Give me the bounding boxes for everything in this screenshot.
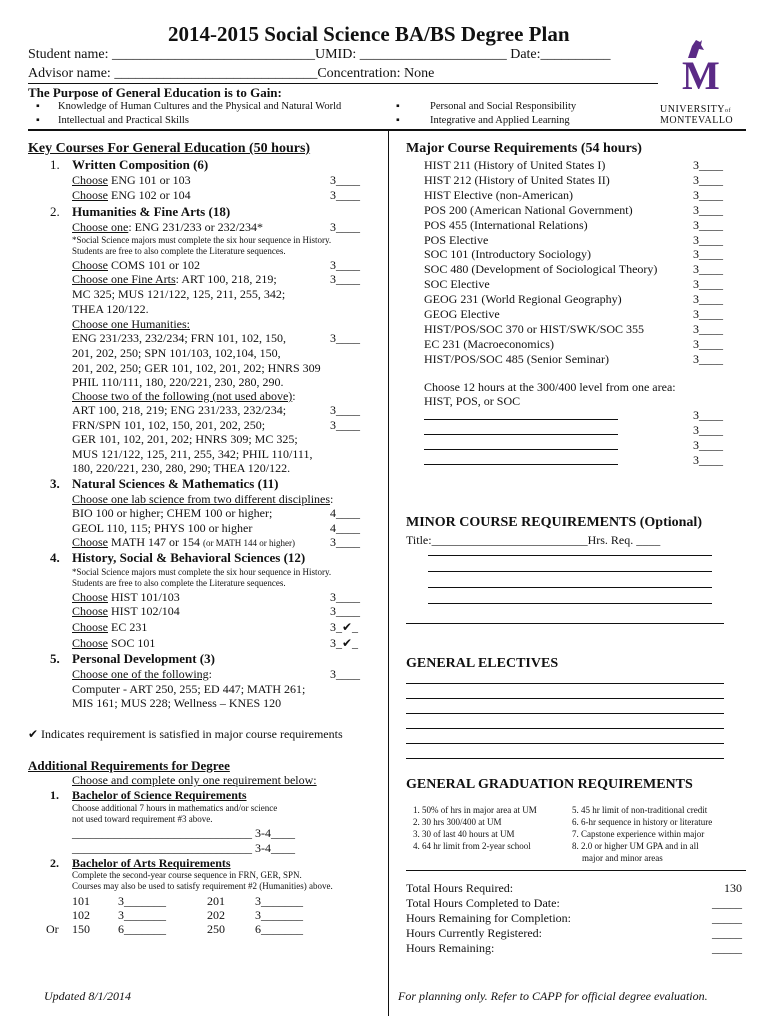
purpose-bullet: ▪	[396, 115, 400, 126]
personal-development-title: Personal Development (3)	[72, 651, 215, 666]
course-list-line: THEA 120/122.	[72, 302, 149, 316]
credit-blank[interactable]: 3____	[330, 403, 360, 417]
totals-label: Total Hours Completed to Date:	[406, 896, 560, 910]
requirement-row: Choose HIST 102/104	[72, 604, 180, 618]
graduation-item: 2. 30 hrs 300/400 at UM	[413, 817, 502, 827]
minor-entry-line[interactable]	[428, 592, 712, 604]
course-list-line: BIO 100 or higher; CHEM 100 or higher;	[72, 506, 273, 520]
header-divider	[28, 83, 658, 84]
electives-heading: GENERAL ELECTIVES	[406, 656, 559, 671]
footnote: Students are free to also complete the Literature sequences.	[72, 578, 286, 588]
ba-requirements-title: Bachelor of Arts Requirements	[72, 856, 231, 870]
bs-requirements-title: Bachelor of Science Requirements	[72, 788, 247, 802]
requirement-row: Choose EC 231	[72, 620, 148, 634]
major-course-name: POS 455 (International Relations)	[424, 217, 588, 232]
graduation-item: 6. 6-hr sequence in history or literature	[572, 817, 713, 827]
requirement-row: Choose SOC 101	[72, 636, 156, 650]
totals-value[interactable]: _____	[712, 926, 742, 940]
requirement-row: Choose one Fine Arts: ART 100, 218, 219;	[72, 272, 277, 286]
ba-row-prefix: Or	[46, 922, 59, 936]
credit-blank[interactable]: 3____	[693, 262, 723, 277]
credit-blank[interactable]: 3____	[693, 453, 723, 467]
graduation-heading: GENERAL GRADUATION REQUIREMENTS	[406, 777, 693, 792]
credit-blank[interactable]: 3____	[693, 172, 723, 187]
choose-one-label: Choose one of the following:	[72, 667, 212, 681]
major-course-name: EC 231 (Macroeconomics)	[424, 336, 554, 351]
totals-label: Hours Remaining:	[406, 941, 495, 955]
course-list-line: MIS 161; MUS 228; Wellness – KNES 120	[72, 696, 282, 710]
totals-label: Hours Currently Registered:	[406, 926, 542, 940]
choose-two-label: Choose two of the following (not used above):	[72, 389, 296, 403]
credit-blank[interactable]: 3____	[330, 418, 360, 432]
minor-entry-line[interactable]	[428, 560, 712, 572]
ba-credit-blank[interactable]: 6_______	[255, 922, 303, 936]
credit-blank[interactable]: 3____	[330, 590, 360, 604]
graduation-item: 3. 30 of last 40 hours at UM	[413, 829, 515, 839]
purpose-item: Knowledge of Human Cultures and the Physical and Natural World	[58, 101, 342, 112]
column-divider	[388, 131, 389, 1016]
major-course-name: HIST/POS/SOC 485 (Senior Seminar)	[424, 351, 610, 366]
course-list-line: ART 100, 218, 219; ENG 231/233, 232/234;	[72, 403, 287, 417]
ba-credit-blank[interactable]: 3_______	[118, 894, 166, 908]
credit-blank[interactable]: 3____	[693, 292, 723, 307]
credit-blank[interactable]: 3____	[330, 272, 360, 286]
major-course-name: HIST/POS/SOC 370 or HIST/SWK/SOC 355	[424, 321, 645, 336]
graduation-item: 7. Capstone experience within major	[572, 829, 705, 839]
university-logo	[660, 38, 752, 128]
major-course-name: GEOG 231 (World Regional Geography)	[424, 292, 622, 307]
student-info-line: Student name: _____________________________UMID: _____________________ Date:__________	[28, 47, 611, 62]
logo-university: UNIVERSITYof	[660, 104, 731, 115]
checkmark-legend: ✔ Indicates requirement is satisfied in major course requirements	[28, 727, 343, 741]
section-number: 4.	[50, 550, 60, 565]
course-list-line: MUS 121/122, 125, 211, 255, 342; PHIL 110/111,	[72, 447, 313, 461]
humanities-title: Humanities & Fine Arts (18)	[72, 204, 231, 219]
requirement-row: Choose COMS 101 or 102	[72, 258, 201, 272]
credit-blank[interactable]: 3____	[693, 351, 723, 366]
purpose-item: Intellectual and Practical Skills	[58, 115, 189, 126]
credit-blank[interactable]: 3____	[693, 247, 723, 262]
graduation-item: 5. 45 hr limit of non-traditional credit	[572, 805, 708, 815]
credit-blank[interactable]: 4____	[330, 506, 360, 520]
credit-blank[interactable]: 3____	[330, 258, 360, 272]
elective-entry-line[interactable]	[406, 702, 724, 714]
minor-entry-line[interactable]	[428, 544, 712, 556]
credit-blank[interactable]: 3____	[693, 408, 723, 422]
advisor-info-line: Advisor name: _____________________________Concentration: None	[28, 66, 435, 81]
gen-ed-heading: Key Courses For General Education (50 hours)	[28, 141, 311, 156]
section-number: 1.	[50, 157, 60, 172]
requirement-row: Choose MATH 147 or 154 (or MATH 144 or higher)	[72, 535, 295, 549]
course-list-line: PHIL 110/111, 180, 220/221, 230, 280, 290.	[72, 375, 284, 389]
totals-value[interactable]: _____	[712, 911, 742, 925]
major-course-name: HIST Elective (non-American)	[424, 187, 574, 202]
ba-credit-blank[interactable]: 3_______	[255, 908, 303, 922]
graduation-item: 8. 2.0 or higher UM GPA and in all	[572, 841, 699, 851]
additional-requirements-heading: Additional Requirements for Degree	[28, 758, 230, 773]
section-number: 3.	[50, 476, 60, 491]
credit-blank[interactable]: 3____	[330, 667, 360, 681]
minor-divider	[406, 623, 724, 624]
bs-note: Choose additional 7 hours in mathematics and/or science	[72, 803, 278, 813]
credit-blank[interactable]: 3____	[693, 438, 723, 452]
ba-credit-blank[interactable]: 3_______	[118, 908, 166, 922]
footnote: *Social Science majors must complete the six hour sequence in History.	[72, 567, 332, 577]
credit-checked[interactable]: 3_✔_	[330, 636, 359, 650]
major-course-name: POS Elective	[424, 232, 489, 247]
section-number: 2.	[50, 204, 60, 219]
course-list-line: 201, 202, 250; SPN 101/103, 102,104, 150,	[72, 346, 281, 360]
credit-blank[interactable]: 3____	[693, 277, 723, 292]
logo-montevallo: MONTEVALLO	[660, 115, 734, 126]
history-social-title: History, Social & Behavioral Sciences (12)	[72, 550, 306, 565]
bs-entry-line[interactable]: ______________________________ 3-4____	[72, 841, 295, 855]
minor-title-line[interactable]: Title:__________________________Hrs. Req. ____	[406, 533, 661, 547]
bs-note: not used toward requirement #3 above.	[72, 814, 213, 824]
major-course-name: POS 200 (American National Government)	[424, 202, 633, 217]
upper-level-entry-line[interactable]	[424, 453, 618, 465]
elective-entry-line[interactable]	[406, 672, 724, 684]
ba-course-number: 250	[207, 922, 225, 936]
major-course-name: SOC 101 (Introductory Sociology)	[424, 247, 591, 262]
ba-note: Complete the second-year course sequence in FRN, GER, SPN.	[72, 870, 302, 880]
credit-blank[interactable]: 3____	[693, 321, 723, 336]
course-list-line: FRN/SPN 101, 102, 150, 201, 202, 250;	[72, 418, 266, 432]
upper-level-entry-line[interactable]	[424, 423, 618, 435]
elective-entry-line[interactable]	[406, 732, 724, 744]
footnote: Students are free to also complete the Literature sequences.	[72, 246, 286, 256]
elective-entry-line[interactable]	[406, 687, 724, 699]
upper-level-areas: HIST, POS, or SOC	[424, 394, 521, 408]
ba-course-number: 201	[207, 894, 225, 908]
course-list-line: 180, 220/221, 230, 280, 290; THEA 120/122.	[72, 461, 291, 475]
purpose-heading: The Purpose of General Education is to Gain:	[28, 85, 282, 100]
credit-blank[interactable]: 3____	[693, 187, 723, 202]
ba-note: Courses may also be used to satisfy requirement #2 (Humanities) above.	[72, 881, 333, 891]
ba-course-number: 202	[207, 908, 225, 922]
footnote: *Social Science majors must complete the six hour sequence in History.	[72, 235, 332, 245]
ba-course-number: 150	[72, 922, 90, 936]
credit-blank[interactable]: 3____	[693, 336, 723, 351]
totals-value[interactable]: _____	[712, 941, 742, 955]
choose-lab-label: Choose one lab science from two different disciplines:	[72, 492, 334, 506]
major-heading: Major Course Requirements (54 hours)	[406, 141, 642, 156]
ba-course-number: 102	[72, 908, 90, 922]
course-list-line: MC 325; MUS 121/122, 125, 211, 255, 342;	[72, 287, 286, 301]
credit-blank[interactable]: 3____	[330, 535, 360, 549]
credit-blank[interactable]: 3____	[330, 604, 360, 618]
course-list-line: 201, 202, 250; GER 101, 102, 201, 202; HNRS 309	[72, 361, 321, 375]
course-list-line: GEOL 110, 115; PHYS 100 or higher	[72, 521, 253, 535]
credit-blank[interactable]: 3____	[330, 331, 360, 345]
credit-blank[interactable]: 4____	[330, 521, 360, 535]
purpose-item: Personal and Social Responsibility	[430, 101, 577, 112]
credit-blank[interactable]: 3____	[693, 307, 723, 321]
graduation-divider	[406, 870, 746, 871]
totals-value[interactable]: _____	[712, 896, 742, 910]
credit-checked[interactable]: 3_✔_	[330, 620, 359, 634]
purpose-item: Integrative and Applied Learning	[430, 115, 570, 126]
requirement-row: Choose one: ENG 231/233 or 232/234*	[72, 220, 263, 234]
graduation-item: 1. 50% of hrs in major area at UM	[413, 805, 537, 815]
credit-blank[interactable]: 3____	[693, 202, 723, 217]
graduation-item: 4. 64 hr limit from 2-year school	[413, 841, 531, 851]
totals-label: Hours Remaining for Completion:	[406, 911, 571, 925]
major-course-name: SOC 480 (Development of Sociological Theory)	[424, 262, 658, 277]
ba-course-number: 101	[72, 894, 90, 908]
major-course-name: HIST 211 (History of United States I)	[424, 158, 606, 172]
credit-blank[interactable]: 3____	[693, 423, 723, 437]
section-number: 2.	[50, 856, 59, 870]
credit-blank[interactable]: 3____	[330, 220, 360, 234]
course-list-line: ENG 231/233, 232/234; FRN 101, 102, 150,	[72, 331, 287, 345]
natural-sciences-title: Natural Sciences & Mathematics (11)	[72, 476, 279, 491]
planning-note: For planning only. Refer to CAPP for official degree evaluation.	[398, 989, 708, 1003]
major-course-name: GEOG Elective	[424, 307, 500, 321]
minor-heading: MINOR COURSE REQUIREMENTS (Optional)	[406, 515, 702, 530]
elective-entry-line[interactable]	[406, 717, 724, 729]
totals-label: Total Hours Required:	[406, 881, 514, 895]
requirement-row: Choose HIST 101/103	[72, 590, 180, 604]
course-list-line: Computer - ART 250, 255; ED 447; MATH 261;	[72, 682, 306, 696]
graduation-item: major and minor areas	[582, 853, 663, 863]
section-number: 5.	[50, 651, 60, 666]
section-divider	[28, 129, 746, 131]
bs-entry-line[interactable]: ______________________________ 3-4____	[72, 826, 295, 840]
requirement-row: Choose ENG 101 or 103	[72, 173, 191, 187]
page-title: 2014-2015 Social Science BA/BS Degree Plan	[168, 22, 570, 46]
choose-humanities-label: Choose one Humanities:	[72, 317, 190, 331]
minor-entry-line[interactable]	[428, 576, 712, 588]
written-composition-title: Written Composition (6)	[72, 157, 209, 172]
purpose-bullet: ▪	[36, 115, 40, 126]
upper-level-intro: Choose 12 hours at the 300/400 level from one area:	[424, 380, 676, 394]
elective-entry-line[interactable]	[406, 747, 724, 759]
updated-date: Updated 8/1/2014	[44, 989, 131, 1003]
major-course-name: SOC Elective	[424, 277, 490, 292]
requirement-row: Choose ENG 102 or 104	[72, 188, 191, 202]
credit-blank[interactable]: 3____	[693, 232, 723, 247]
purpose-bullet: ▪	[396, 101, 400, 112]
credit-blank[interactable]: 3____	[330, 188, 360, 202]
upper-level-entry-line[interactable]	[424, 408, 618, 420]
ba-credit-blank[interactable]: 6_______	[118, 922, 166, 936]
course-list-line: GER 101, 102, 201, 202; HNRS 309; MC 325;	[72, 432, 298, 446]
section-number: 1.	[50, 788, 59, 802]
major-course-name: HIST 212 (History of United States II)	[424, 172, 610, 187]
credit-blank[interactable]: 3____	[330, 173, 360, 187]
additional-intro: Choose and complete only one requirement below:	[72, 773, 317, 787]
totals-value: 130	[724, 881, 742, 895]
logo-letter: M	[682, 53, 720, 98]
credit-blank[interactable]: 3____	[693, 158, 723, 172]
credit-blank[interactable]: 3____	[693, 217, 723, 232]
ba-credit-blank[interactable]: 3_______	[255, 894, 303, 908]
upper-level-entry-line[interactable]	[424, 438, 618, 450]
purpose-bullet: ▪	[36, 101, 40, 112]
